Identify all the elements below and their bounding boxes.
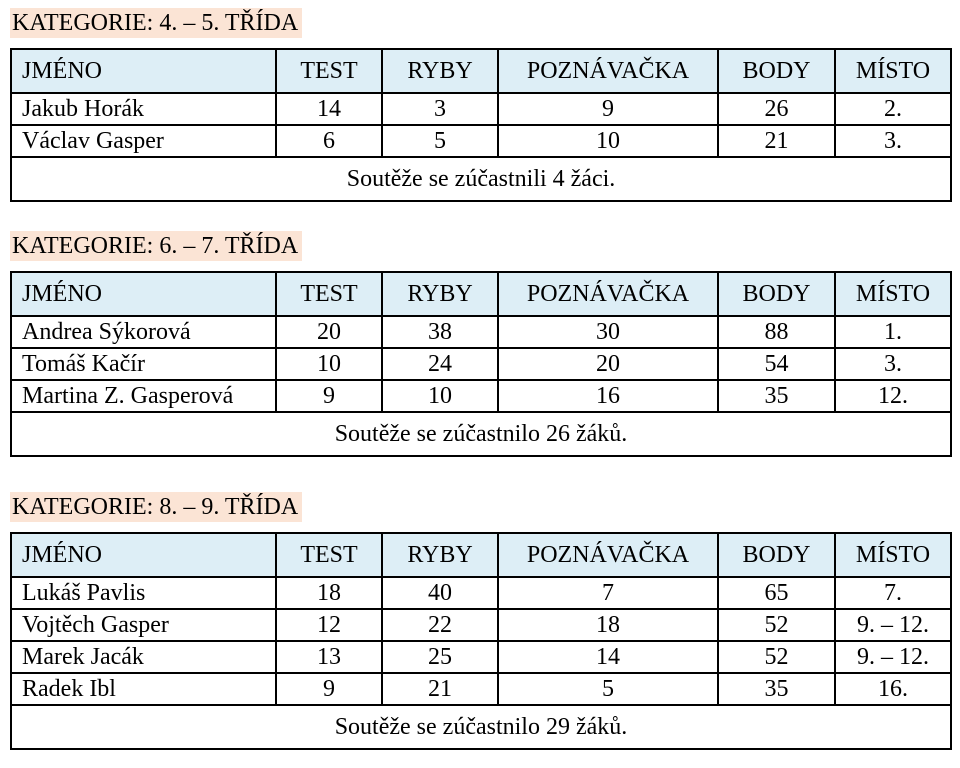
header-row: [11, 272, 951, 316]
cell-misto: 3.: [835, 125, 951, 157]
cell-ryby: 10: [382, 380, 498, 412]
cell-misto: 1.: [835, 316, 951, 348]
results-table: [10, 48, 952, 202]
cell-pozn: 20: [498, 348, 718, 380]
cell-pozn: 16: [498, 380, 718, 412]
cell-pozn: 14: [498, 641, 718, 673]
column-header-misto: MÍSTO: [835, 49, 951, 93]
table-row: [11, 348, 951, 380]
cell-misto: 3.: [835, 348, 951, 380]
cell-body: 54: [718, 348, 835, 380]
cell-ryby: 40: [382, 577, 498, 609]
cell-test: 12: [276, 609, 382, 641]
cell-pozn: 18: [498, 609, 718, 641]
results-table: [10, 271, 952, 457]
cell-test: 10: [276, 348, 382, 380]
cell-name: Andrea Sýkorová: [11, 316, 276, 348]
cell-body: 26: [718, 93, 835, 125]
participants-summary: Soutěže se zúčastnilo 26 žáků.: [11, 412, 951, 456]
column-header-ryby: RYBY: [382, 533, 498, 577]
table-row: [11, 125, 951, 157]
cell-misto: 12.: [835, 380, 951, 412]
column-header-name: JMÉNO: [11, 533, 276, 577]
cell-ryby: 38: [382, 316, 498, 348]
cell-name: Václav Gasper: [11, 125, 276, 157]
cell-body: 65: [718, 577, 835, 609]
column-header-pozn: POZNÁVAČKA: [498, 533, 718, 577]
column-header-name: JMÉNO: [11, 49, 276, 93]
cell-misto: 16.: [835, 673, 951, 705]
table-row: [11, 609, 951, 641]
results-table: [10, 532, 952, 750]
cell-ryby: 21: [382, 673, 498, 705]
column-header-body: BODY: [718, 533, 835, 577]
category-title: KATEGORIE: 4. – 5. TŘÍDA: [10, 8, 302, 38]
category-title: KATEGORIE: 8. – 9. TŘÍDA: [10, 492, 302, 522]
cell-ryby: 5: [382, 125, 498, 157]
cell-name: Marek Jacák: [11, 641, 276, 673]
cell-misto: 7.: [835, 577, 951, 609]
cell-misto: 9. – 12.: [835, 641, 951, 673]
cell-pozn: 30: [498, 316, 718, 348]
table-row: [11, 380, 951, 412]
cell-body: 88: [718, 316, 835, 348]
cell-test: 20: [276, 316, 382, 348]
column-header-test: TEST: [276, 49, 382, 93]
header-row: [11, 49, 951, 93]
column-header-misto: MÍSTO: [835, 272, 951, 316]
cell-body: 21: [718, 125, 835, 157]
column-header-test: TEST: [276, 272, 382, 316]
cell-body: 52: [718, 609, 835, 641]
cell-name: Tomáš Kačír: [11, 348, 276, 380]
category-section: [10, 8, 950, 202]
table-row: [11, 577, 951, 609]
cell-test: 14: [276, 93, 382, 125]
column-header-body: BODY: [718, 272, 835, 316]
participants-summary: Soutěže se zúčastnili 4 žáci.: [11, 157, 951, 201]
cell-body: 35: [718, 380, 835, 412]
summary-row: [11, 705, 951, 749]
cell-name: Martina Z. Gasperová: [11, 380, 276, 412]
summary-row: [11, 157, 951, 201]
cell-test: 9: [276, 673, 382, 705]
cell-pozn: 5: [498, 673, 718, 705]
header-row: [11, 533, 951, 577]
cell-name: Jakub Horák: [11, 93, 276, 125]
cell-body: 52: [718, 641, 835, 673]
participants-summary: Soutěže se zúčastnilo 29 žáků.: [11, 705, 951, 749]
cell-name: Vojtěch Gasper: [11, 609, 276, 641]
cell-test: 13: [276, 641, 382, 673]
table-row: [11, 93, 951, 125]
cell-ryby: 22: [382, 609, 498, 641]
column-header-test: TEST: [276, 533, 382, 577]
cell-test: 6: [276, 125, 382, 157]
column-header-name: JMÉNO: [11, 272, 276, 316]
column-header-ryby: RYBY: [382, 49, 498, 93]
table-row: [11, 641, 951, 673]
cell-name: Radek Ibl: [11, 673, 276, 705]
column-header-pozn: POZNÁVAČKA: [498, 49, 718, 93]
cell-ryby: 25: [382, 641, 498, 673]
category-section: [10, 231, 950, 457]
cell-misto: 9. – 12.: [835, 609, 951, 641]
cell-body: 35: [718, 673, 835, 705]
column-header-ryby: RYBY: [382, 272, 498, 316]
cell-pozn: 7: [498, 577, 718, 609]
cell-ryby: 3: [382, 93, 498, 125]
cell-pozn: 9: [498, 93, 718, 125]
column-header-pozn: POZNÁVAČKA: [498, 272, 718, 316]
column-header-misto: MÍSTO: [835, 533, 951, 577]
category-title: KATEGORIE: 6. – 7. TŘÍDA: [10, 231, 302, 261]
cell-pozn: 10: [498, 125, 718, 157]
cell-test: 18: [276, 577, 382, 609]
table-row: [11, 673, 951, 705]
cell-test: 9: [276, 380, 382, 412]
cell-misto: 2.: [835, 93, 951, 125]
category-section: [10, 492, 950, 750]
cell-name: Lukáš Pavlis: [11, 577, 276, 609]
column-header-body: BODY: [718, 49, 835, 93]
cell-ryby: 24: [382, 348, 498, 380]
table-row: [11, 316, 951, 348]
summary-row: [11, 412, 951, 456]
